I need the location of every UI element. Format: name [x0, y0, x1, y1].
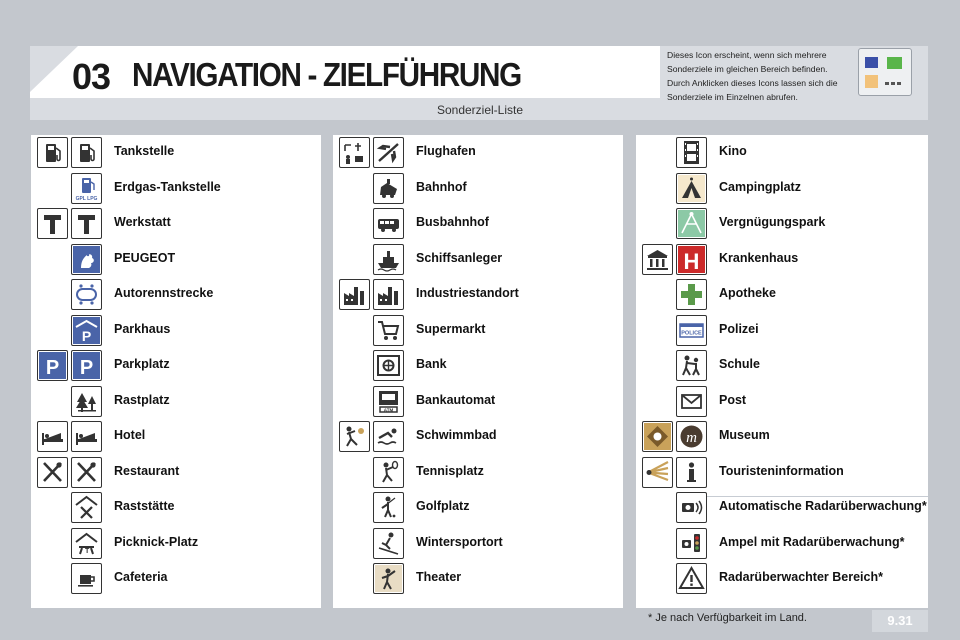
bed-icon [37, 421, 68, 452]
shopping-cart-icon [373, 315, 404, 346]
poi-row [636, 206, 928, 241]
roadside-restaurant-icon [71, 492, 102, 523]
swimmer-icon [373, 421, 404, 452]
poi-label: Theater [416, 570, 462, 584]
poi-row [333, 348, 623, 383]
airplane-icon [373, 137, 404, 168]
poi-row [636, 348, 928, 383]
poi-label: Golfplatz [416, 499, 470, 513]
poi-label: Automatische Radarüberwachung* [719, 499, 927, 513]
factory-icon [339, 279, 370, 310]
poi-row [31, 526, 321, 561]
poi-row [31, 242, 321, 277]
svg-text:POLICE: POLICE [681, 330, 702, 336]
multiple-poi-icon[interactable] [858, 48, 912, 96]
rest-area-trees-icon [71, 386, 102, 417]
svg-text:GPL LPG: GPL LPG [75, 195, 98, 202]
poi-row [31, 384, 321, 419]
svg-text:P: P [45, 357, 60, 379]
bed-icon [71, 421, 102, 452]
museum-m-icon [676, 421, 707, 452]
svg-text:P: P [79, 357, 94, 379]
race-track-icon [71, 279, 102, 310]
page-title: NAVIGATION - ZIELFÜHRUNG [132, 56, 521, 93]
camping-tent-icon [676, 173, 707, 204]
poi-row [333, 384, 623, 419]
poi-row [31, 490, 321, 525]
poi-row [333, 561, 623, 596]
chapter-number: 03 [72, 56, 111, 97]
poi-label: Picknick-Platz [114, 534, 199, 549]
poi-label: Cafeteria [114, 570, 168, 584]
info-i-icon [676, 457, 707, 488]
poi-row [333, 135, 623, 170]
poi-label: Bankautomat [416, 392, 496, 407]
poi-label: Radarüberwachter Bereich* [719, 570, 883, 584]
poi-row [636, 455, 928, 490]
poi-label: Rastplatz [114, 392, 170, 407]
poi-label: Museum [719, 428, 770, 442]
poi-row [31, 561, 321, 596]
svg-text:ATM: ATM [383, 407, 394, 412]
coffee-cup-icon [71, 563, 102, 594]
cutlery-icon [71, 457, 102, 488]
poi-label: Touristeninformation [719, 463, 844, 478]
poi-column-right [636, 135, 928, 608]
poi-row [636, 171, 928, 206]
peugeot-lion-icon [71, 244, 102, 275]
speed-camera-icon [676, 492, 707, 523]
svg-text:m: m [686, 430, 697, 446]
parking-garage-icon [71, 315, 102, 346]
poi-label: Schwimmbad [416, 428, 497, 442]
poi-label: Parkplatz [114, 357, 170, 371]
poi-label: Tankstelle [114, 144, 175, 158]
atm-icon [373, 386, 404, 417]
amusement-park-icon [676, 208, 707, 239]
poi-row [333, 242, 623, 277]
poi-label: Tennisplatz [416, 463, 484, 478]
hammer-icon [37, 208, 68, 239]
poi-row [636, 384, 928, 419]
sports-icon [339, 421, 370, 452]
poi-label: Erdgas-Tankstelle [114, 179, 221, 194]
poi-row [333, 313, 623, 348]
poi-row [333, 206, 623, 241]
poi-label: Bahnhof [416, 179, 467, 194]
fuel-pump-icon [37, 137, 68, 168]
poi-label: Flughafen [416, 144, 476, 158]
page-number: 9.31 [872, 610, 928, 632]
train-icon [373, 173, 404, 204]
footnote: * Je nach Verfügbarkeit im Land. [648, 612, 807, 624]
poi-row [31, 455, 321, 490]
poi-column-left [31, 135, 321, 608]
factory-icon [373, 279, 404, 310]
poi-label: Apotheke [719, 286, 776, 300]
picnic-table-icon [71, 528, 102, 559]
svg-text:H: H [683, 248, 700, 273]
svg-text:P: P [81, 327, 92, 344]
cutlery-icon [37, 457, 68, 488]
poi-row [636, 135, 928, 170]
poi-row [31, 135, 321, 170]
poi-row [333, 171, 623, 206]
fuel-pump-icon [71, 137, 102, 168]
poi-label: Bank [416, 357, 447, 371]
poi-row [636, 242, 928, 277]
police-icon [676, 315, 707, 346]
poi-row [636, 490, 928, 525]
poi-label: Ampel mit Radarüberwachung* [719, 534, 905, 549]
hammer-icon [71, 208, 102, 239]
poi-label: Hotel [114, 428, 146, 442]
poi-row [333, 277, 623, 312]
bus-icon [373, 208, 404, 239]
poi-row [31, 419, 321, 454]
poi-label: Post [719, 392, 747, 407]
airport-services-icon [339, 137, 370, 168]
film-strip-icon [676, 137, 707, 168]
subtitle: Sonderziel-Liste [436, 103, 524, 117]
poi-label: Krankenhaus [719, 250, 799, 265]
poi-column-middle [333, 135, 623, 608]
poi-label: Schiffsanleger [416, 250, 503, 265]
gpl-lpg-pump-icon [71, 173, 102, 204]
temple-building-icon [642, 244, 673, 275]
school-children-icon [676, 350, 707, 381]
poi-label: Raststätte [114, 499, 175, 513]
poi-label: PEUGEOT [114, 250, 176, 265]
museum-ornament-icon [642, 421, 673, 452]
tennis-player-icon [373, 457, 404, 488]
poi-row [333, 490, 623, 525]
envelope-icon [676, 386, 707, 417]
info-text: Dieses Icon erscheint, wenn sich mehrere Sonderziele im gleichen Bereich befinden. Durch Anklicken dieses Icons lassen sich die Sonderziele im Einzelnen abrufen. [667, 50, 838, 102]
poi-label: Autorennstrecke [114, 286, 214, 300]
poi-row [636, 419, 928, 454]
poi-label: Schule [719, 357, 760, 371]
golfer-icon [373, 492, 404, 523]
traffic-light-camera-icon [676, 528, 707, 559]
poi-row [31, 348, 321, 383]
bank-safe-icon [373, 350, 404, 381]
hospital-h-icon [676, 244, 707, 275]
svg-text:T: T [85, 547, 90, 555]
poi-row [636, 561, 928, 596]
poi-label: Wintersportort [416, 534, 503, 549]
poi-label: Polizei [719, 321, 759, 336]
poi-label: Campingplatz [719, 179, 801, 194]
poi-row [333, 526, 623, 561]
radar-warning-icon [676, 563, 707, 594]
poi-row [333, 455, 623, 490]
poi-label: Supermarkt [416, 321, 486, 336]
poi-label: Busbahnhof [416, 215, 489, 229]
poi-row [31, 206, 321, 241]
poi-label: Werkstatt [114, 215, 171, 229]
ship-icon [373, 244, 404, 275]
pharmacy-cross-icon [676, 279, 707, 310]
poi-row [31, 277, 321, 312]
poi-row [333, 419, 623, 454]
parking-icon [37, 350, 68, 381]
poi-label: Vergnügungspark [719, 215, 826, 229]
parking-icon [71, 350, 102, 381]
theater-icon [373, 563, 404, 594]
poi-label: Restaurant [114, 463, 180, 478]
poi-row [636, 313, 928, 348]
info-rays-icon [642, 457, 673, 488]
poi-row [636, 277, 928, 312]
poi-row [31, 171, 321, 206]
poi-label: Kino [719, 144, 747, 158]
skier-icon [373, 528, 404, 559]
poi-row [636, 526, 928, 561]
poi-row [31, 313, 321, 348]
poi-label: Industriestandort [416, 286, 519, 300]
poi-label: Parkhaus [114, 321, 171, 336]
